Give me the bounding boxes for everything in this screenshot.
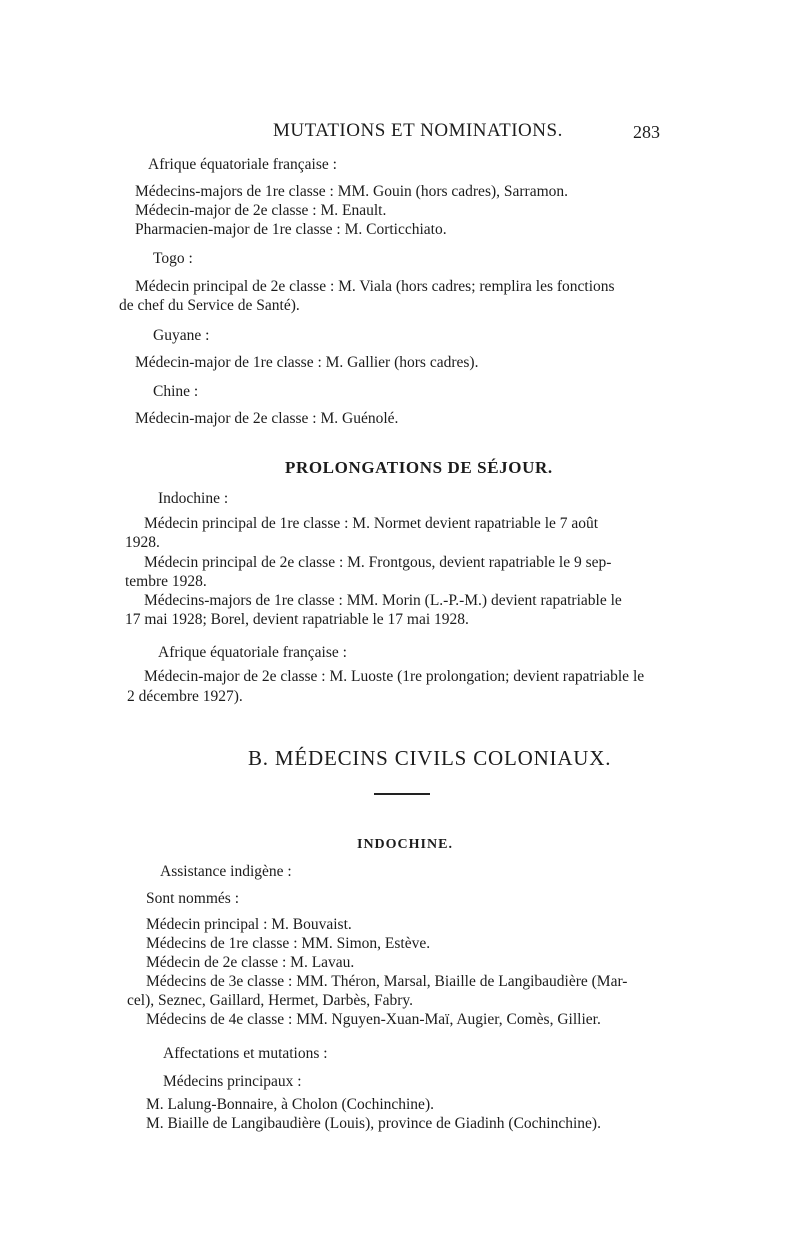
region-label-afrique-prolongation: Afrique équatoriale française : xyxy=(158,644,347,661)
nomination-line: Médecin principal de 2e classe : M. Viala (hors cadres; remplira les fonctions xyxy=(135,278,615,295)
nomination-line: Médecins de 4e classe : MM. Nguyen-Xuan-Maï, Augier, Comès, Gillier. xyxy=(146,1011,601,1028)
label-medecins-principaux: Médecins principaux : xyxy=(163,1073,302,1090)
nomination-line: Médecins de 1re classe : MM. Simon, Estève. xyxy=(146,935,431,952)
prolongation-line: 1928. xyxy=(125,534,160,551)
region-label-togo: Togo : xyxy=(153,250,193,267)
running-title: MUTATIONS ET NOMINATIONS. xyxy=(273,120,563,141)
nomination-line: Pharmacien-major de 1re classe : M. Corticchiato. xyxy=(135,221,447,238)
nomination-line: de chef du Service de Santé). xyxy=(119,297,300,314)
section-divider xyxy=(374,793,430,795)
affectation-line: M. Biaille de Langibaudière (Louis), province de Giadinh (Cochinchine). xyxy=(146,1115,601,1132)
nomination-line: Médecins-majors de 1re classe : MM. Gouin (hors cadres), Sarramon. xyxy=(135,183,569,200)
prolongation-line: Médecin principal de 1re classe : M. Normet devient rapatriable le 7 août xyxy=(144,515,599,532)
region-label-indochine: Indochine : xyxy=(158,490,229,507)
nomination-line: Médecins de 3e classe : MM. Théron, Marsal, Biaille de Langibaudière (Mar- xyxy=(146,973,628,990)
page-number: 283 xyxy=(633,122,660,142)
nomination-line: cel), Seznec, Gaillard, Hermet, Darbès, Fabry. xyxy=(127,992,414,1009)
prolongation-line: Médecin-major de 2e classe : M. Luoste (1re prolongation; devient rapatriable le xyxy=(144,668,645,685)
subsection-heading-indochine: INDOCHINE. xyxy=(357,837,453,852)
affectation-line: M. Lalung-Bonnaire, à Cholon (Cochinchine). xyxy=(146,1096,434,1113)
section-heading-prolongations: PROLONGATIONS DE SÉJOUR. xyxy=(285,458,553,477)
nomination-line: Médecin principal : M. Bouvaist. xyxy=(146,916,352,933)
prolongation-line: 2 décembre 1927). xyxy=(127,688,243,705)
label-sont-nommes: Sont nommés : xyxy=(146,890,240,907)
region-label-chine: Chine : xyxy=(153,383,199,400)
nomination-line: Médecin-major de 1re classe : M. Gallier (hors cadres). xyxy=(135,354,479,371)
nomination-line: Médecin-major de 2e classe : M. Guénolé. xyxy=(135,410,399,427)
prolongation-line: Médecin principal de 2e classe : M. Frontgous, devient rapatriable le 9 sep- xyxy=(144,554,612,571)
label-affectations: Affectations et mutations : xyxy=(163,1045,328,1062)
section-heading-civils: B. MÉDECINS CIVILS COLONIAUX. xyxy=(248,746,612,770)
nomination-line: Médecin de 2e classe : M. Lavau. xyxy=(146,954,355,971)
label-assistance: Assistance indigène : xyxy=(160,863,292,880)
nomination-line: Médecin-major de 2e classe : M. Enault. xyxy=(135,202,387,219)
prolongation-line: tembre 1928. xyxy=(125,573,207,590)
prolongation-line: Médecins-majors de 1re classe : MM. Morin (L.-P.-M.) devient rapatriable le xyxy=(144,592,622,609)
region-label-guyane: Guyane : xyxy=(153,327,210,344)
prolongation-line: 17 mai 1928; Borel, devient rapatriable le 17 mai 1928. xyxy=(125,611,469,628)
region-label-afrique: Afrique équatoriale française : xyxy=(148,156,337,173)
